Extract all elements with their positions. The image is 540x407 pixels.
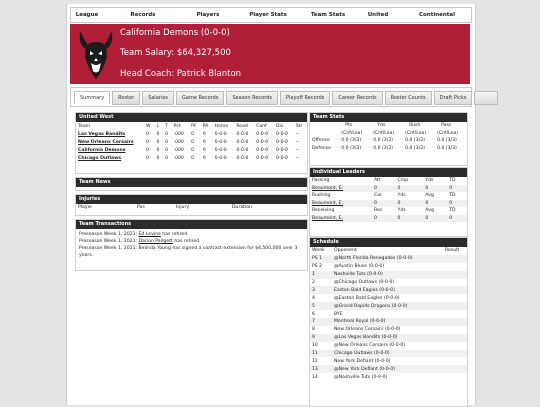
result-cell bbox=[443, 365, 467, 373]
standings-table bbox=[76, 122, 307, 162]
table-row bbox=[310, 294, 467, 302]
cell: 0 bbox=[447, 215, 467, 223]
cell: Cmp bbox=[397, 178, 409, 184]
col-pts: Pts bbox=[345, 123, 353, 129]
result-cell bbox=[443, 326, 467, 334]
result-cell bbox=[443, 302, 467, 310]
result-cell bbox=[443, 357, 467, 365]
col-opponent: Opponent bbox=[334, 248, 357, 254]
head-coach: Head Coach: Patrick Blanton bbox=[120, 69, 242, 79]
leaders-header-row bbox=[310, 192, 467, 200]
col-pct: Pct bbox=[173, 123, 181, 129]
cell: 0 bbox=[202, 155, 206, 161]
nav-league[interactable]: League bbox=[75, 12, 99, 18]
week-cell: 10 bbox=[312, 343, 318, 349]
cell: 0 bbox=[146, 131, 149, 137]
cell: 0 bbox=[202, 131, 206, 137]
cell: 0 bbox=[447, 185, 467, 193]
table-row bbox=[310, 271, 467, 279]
week-cell: 8 bbox=[312, 327, 315, 333]
col-player: Player bbox=[78, 205, 93, 211]
col-duration: Duration bbox=[232, 205, 252, 211]
table-row bbox=[310, 373, 467, 381]
cell: 0 bbox=[396, 200, 424, 208]
opponent-cell: @Easton Bald Eagles (0-0-0) bbox=[334, 295, 400, 301]
result-cell bbox=[443, 294, 467, 302]
opponent-cell: New York Defiant (0-0-0) bbox=[334, 358, 391, 364]
tab-draft-picks[interactable]: Draft Picks bbox=[434, 91, 473, 105]
table-row bbox=[310, 357, 467, 365]
table-row bbox=[310, 334, 467, 342]
col-t: T bbox=[165, 123, 168, 129]
team-stats-table bbox=[310, 122, 467, 152]
cell: 0.0 (3/3) bbox=[437, 145, 457, 151]
opponent-cell: @Grand Rapids Dragons (0-0-0) bbox=[332, 302, 443, 310]
page bbox=[66, 4, 476, 405]
leaders-title: Individual Leaders bbox=[310, 168, 467, 177]
col-rush: Rush bbox=[409, 123, 421, 129]
transaction-text: Preseason Week 1, 2021: Belinda Young has signed a contract extension for $4,500,000 over 3 years. bbox=[79, 246, 298, 258]
result-cell bbox=[443, 263, 467, 271]
team-stats-title: Team Stats bbox=[310, 113, 467, 122]
cell: 0.0 (3/3) bbox=[341, 145, 362, 151]
table-row bbox=[310, 215, 467, 223]
week-cell: PS 1 bbox=[310, 255, 332, 263]
cell: 0-0-0 bbox=[214, 147, 227, 153]
player-link[interactable]: Ed Levine bbox=[138, 232, 161, 237]
col-road: Road bbox=[236, 123, 248, 129]
cell: 0 bbox=[146, 139, 149, 145]
result-cell bbox=[443, 286, 467, 294]
week-cell: 11 bbox=[310, 350, 332, 358]
player-link[interactable]: Beaumont, E. bbox=[310, 185, 372, 193]
team-salary: Team Salary: $64,327,500 bbox=[120, 48, 231, 58]
list-item bbox=[79, 238, 304, 245]
team-link[interactable]: Las Vegas Bandits bbox=[78, 131, 126, 137]
cell: 0-0-0 bbox=[214, 139, 227, 145]
cell: 0-0-0 bbox=[236, 131, 249, 137]
opponent-cell: Easton Bald Eagles (0-0-0) bbox=[332, 286, 443, 294]
cell: (Cnf/Lea) bbox=[405, 130, 427, 136]
col-pf: PF bbox=[191, 123, 197, 129]
schedule-title: Schedule bbox=[310, 238, 467, 247]
leaders-header-row bbox=[310, 177, 467, 185]
team-link[interactable]: Chicago Outlaws bbox=[78, 155, 122, 161]
table-row bbox=[76, 154, 307, 162]
cell: 0.0 (3/3) bbox=[437, 138, 457, 144]
opponent-cell: @North Florida Renegades (0-0-0) bbox=[332, 255, 443, 263]
cell: 0 bbox=[156, 139, 160, 145]
cell: Receiving bbox=[312, 208, 335, 214]
cell: -- bbox=[295, 147, 300, 153]
week-cell: 7 bbox=[310, 318, 332, 326]
leaders-header-row bbox=[310, 207, 467, 215]
cell: 0.0 (3/3) bbox=[373, 138, 393, 144]
result-cell bbox=[443, 334, 467, 342]
cell: 0-0-0 bbox=[276, 139, 289, 145]
cell: 0 bbox=[165, 139, 169, 145]
cell: Avg bbox=[425, 193, 434, 199]
cell: 0 bbox=[423, 185, 447, 193]
week-cell: 2 bbox=[312, 280, 315, 285]
team-news-title: Team News bbox=[76, 178, 307, 187]
cell: 0 bbox=[156, 155, 160, 161]
team-stats-subheader-row bbox=[310, 130, 467, 138]
team-news-panel bbox=[75, 177, 308, 191]
row-label: Offense bbox=[312, 138, 330, 144]
cell bbox=[310, 130, 339, 138]
week-cell: 9 bbox=[310, 334, 332, 342]
cell: 0 bbox=[165, 147, 169, 153]
result-cell bbox=[443, 271, 467, 279]
injuries-table bbox=[76, 204, 307, 212]
cell: 0 bbox=[202, 139, 206, 145]
leaders-table bbox=[310, 177, 467, 222]
cell bbox=[310, 122, 339, 130]
cell: 0 bbox=[423, 200, 447, 208]
tab-playoff-records[interactable]: Playoff Records bbox=[280, 91, 330, 105]
list-item bbox=[79, 245, 304, 259]
transactions-title: Team Transactions bbox=[76, 220, 307, 229]
result-cell bbox=[443, 350, 467, 358]
team-banner bbox=[70, 24, 470, 84]
tab-season-records[interactable]: Season Records bbox=[226, 91, 278, 105]
cell: 0 bbox=[202, 147, 206, 153]
result-cell bbox=[443, 255, 467, 263]
table-row bbox=[310, 137, 467, 145]
result-cell bbox=[443, 279, 467, 287]
cell: 0-0-0 bbox=[236, 139, 249, 145]
week-cell: 1 bbox=[310, 271, 332, 279]
cell: 0-0-0 bbox=[256, 147, 269, 153]
table-row bbox=[310, 185, 467, 193]
tab-empty bbox=[474, 91, 498, 105]
week-cell: 3 bbox=[310, 286, 332, 294]
cell: (Cnf/Lea) bbox=[341, 130, 363, 136]
col-home: Home bbox=[214, 123, 229, 129]
opponent-cell: @Las Vegas Bandits (0-0-0) bbox=[332, 334, 443, 342]
week-cell: 5 bbox=[310, 302, 332, 310]
cell: 0-0-0 bbox=[214, 131, 227, 137]
injuries-title: Injuries bbox=[76, 195, 307, 204]
cell: .000 bbox=[173, 131, 184, 137]
opponent-cell: @New Orleans Corsairs (0-0-0) bbox=[334, 343, 406, 349]
transaction-text: has retired. bbox=[160, 232, 189, 237]
col-pos: Pos bbox=[137, 205, 145, 211]
cell: -- bbox=[295, 131, 300, 137]
cell: 0 bbox=[191, 147, 195, 153]
cell: 0.0 (3/3) bbox=[373, 145, 393, 151]
opponent-cell: Nashville Tuts (0-0-0) bbox=[332, 271, 443, 279]
week-cell: 4 bbox=[312, 295, 315, 301]
cell: 0 bbox=[447, 200, 467, 208]
transaction-text: Preseason Week 1, 2021: bbox=[79, 239, 139, 244]
row-label: Defense bbox=[312, 145, 331, 151]
cell: Rushing bbox=[312, 193, 331, 199]
cell: Car bbox=[374, 193, 382, 199]
table-row bbox=[310, 279, 467, 287]
table-row bbox=[310, 255, 467, 263]
cell: 0-0-0 bbox=[256, 155, 269, 161]
result-cell bbox=[443, 310, 467, 318]
cell: Rec bbox=[374, 208, 383, 214]
cell: Avg bbox=[425, 208, 434, 214]
tab-salaries[interactable]: Salaries bbox=[142, 91, 174, 105]
opponent-cell: @New York Defiant (0-0-0) bbox=[332, 365, 443, 373]
cell: Yds bbox=[397, 208, 406, 214]
result-cell bbox=[443, 373, 467, 381]
cell: 0 bbox=[372, 215, 396, 223]
result-cell bbox=[443, 342, 467, 350]
team-stats-panel bbox=[309, 112, 468, 166]
team-title: California Demons (0-0-0) bbox=[120, 28, 230, 38]
col-w: W bbox=[146, 123, 151, 129]
cell: Yds bbox=[425, 178, 434, 184]
cell: 0.0 (3/3) bbox=[341, 138, 362, 144]
tab-game-records[interactable]: Game Records bbox=[176, 91, 224, 105]
cell: 0 bbox=[156, 131, 160, 137]
table-row bbox=[310, 365, 467, 373]
result-cell bbox=[443, 318, 467, 326]
table-row bbox=[310, 318, 467, 326]
player-link[interactable]: Beaumont, E. bbox=[310, 215, 372, 223]
opponent-cell: New Orleans Corsairs (0-0-0) bbox=[334, 327, 401, 333]
nav-records[interactable]: Records bbox=[130, 12, 156, 18]
col-conf: Conf bbox=[256, 123, 267, 129]
player-link[interactable]: Beaumont, E. bbox=[310, 200, 372, 208]
table-row bbox=[310, 310, 467, 318]
cell: 0 bbox=[146, 155, 149, 161]
cell: 0.0 (3/3) bbox=[405, 145, 425, 151]
cell: -- bbox=[295, 155, 300, 161]
col-week: Week bbox=[312, 248, 325, 254]
cell: (Cnf/Lea) bbox=[373, 130, 395, 136]
schedule-table bbox=[310, 247, 467, 381]
cell: TD bbox=[449, 193, 456, 199]
injuries-panel bbox=[75, 194, 308, 216]
list-item bbox=[79, 231, 304, 238]
team-stats-header-row bbox=[310, 122, 467, 130]
nav-players[interactable]: Players bbox=[196, 12, 220, 18]
col-str: Str bbox=[295, 123, 303, 129]
cell: Att bbox=[374, 178, 381, 184]
cell: 0-0-0 bbox=[236, 147, 249, 153]
cell: TD bbox=[449, 178, 456, 184]
opponent-cell: Chicago Outlaws (0-0-0) bbox=[332, 350, 443, 358]
player-link[interactable]: Darion Padgett bbox=[138, 239, 173, 244]
cell: Passing bbox=[312, 178, 330, 184]
opponent-cell: @Nashville Tuts (0-0-0) bbox=[334, 374, 388, 380]
schedule-header-row bbox=[310, 247, 467, 255]
division-title: United West bbox=[76, 113, 307, 122]
division-standings-panel bbox=[75, 112, 308, 174]
transaction-text: Preseason Week 1, 2021: bbox=[79, 232, 139, 237]
table-row bbox=[310, 326, 467, 334]
cell: (Cnf/Lea) bbox=[437, 130, 459, 136]
table-row bbox=[310, 302, 467, 310]
col-team: Team bbox=[78, 123, 91, 129]
opponent-cell: @Chicago Outlaws (0-0-0) bbox=[334, 280, 395, 285]
week-cell: 12 bbox=[312, 358, 318, 364]
week-cell: 13 bbox=[310, 365, 332, 373]
cell: 0 bbox=[156, 147, 160, 153]
cell: 0 bbox=[191, 155, 195, 161]
cell: 0 bbox=[165, 155, 169, 161]
cell: 0 bbox=[372, 185, 396, 193]
table-row bbox=[310, 200, 467, 208]
cell: 0 bbox=[146, 147, 149, 153]
cell: 0-0-0 bbox=[276, 147, 289, 153]
tab-career-records[interactable]: Career Records bbox=[332, 91, 382, 105]
demon-logo-icon bbox=[73, 27, 119, 81]
cell: 0 bbox=[423, 215, 447, 223]
table-row bbox=[310, 145, 467, 153]
cell: .000 bbox=[173, 147, 184, 153]
col-result: Result bbox=[445, 248, 460, 254]
team-link[interactable]: New Orleans Corsairs bbox=[78, 139, 134, 145]
cell: 0 bbox=[191, 131, 195, 137]
tab-summary[interactable]: Summary bbox=[74, 91, 110, 105]
cell: -- bbox=[295, 139, 300, 145]
table-row bbox=[310, 342, 467, 350]
injuries-header-row bbox=[76, 204, 307, 212]
cell: 0 bbox=[165, 131, 169, 137]
opponent-cell: @Austin Blues (0-0-0) bbox=[334, 264, 385, 270]
nav-continental[interactable]: Continental bbox=[418, 12, 456, 18]
table-row bbox=[76, 130, 307, 138]
tab-bar bbox=[70, 87, 472, 107]
cell: 0 bbox=[191, 139, 195, 145]
team-link[interactable]: California Demons bbox=[78, 147, 126, 153]
table-row bbox=[76, 138, 307, 146]
cell: 0 bbox=[396, 215, 424, 223]
cell: 0-0-0 bbox=[236, 155, 249, 161]
col-yds: Yds bbox=[377, 123, 386, 129]
col-injury: Injury bbox=[176, 205, 190, 211]
transactions-panel bbox=[75, 219, 308, 271]
tab-roster-counts[interactable]: Roster Counts bbox=[385, 91, 432, 105]
table-row bbox=[310, 263, 467, 271]
cell: .000 bbox=[173, 139, 184, 145]
col-div: Div bbox=[276, 123, 284, 129]
cell: 0-0-0 bbox=[214, 155, 227, 161]
opponent-cell: BYE bbox=[334, 311, 343, 317]
cell: TD bbox=[449, 208, 456, 214]
cell: 0 bbox=[372, 200, 396, 208]
schedule-panel bbox=[309, 237, 468, 407]
cell: 0-0-0 bbox=[276, 155, 289, 161]
individual-leaders-panel bbox=[309, 167, 468, 237]
table-row bbox=[310, 286, 467, 294]
week-cell: PS 2 bbox=[312, 264, 323, 270]
cell: .000 bbox=[173, 155, 184, 161]
col-pa: PA bbox=[202, 123, 209, 129]
cell: Yds bbox=[397, 193, 406, 199]
week-cell: 14 bbox=[312, 374, 318, 380]
opponent-cell: Montreal Royal (0-0-0) bbox=[332, 318, 443, 326]
transactions-list bbox=[76, 229, 307, 261]
table-row bbox=[76, 146, 307, 154]
cell: 0 bbox=[396, 185, 424, 193]
week-cell: 6 bbox=[312, 311, 315, 317]
nav-player-stats[interactable]: Player Stats bbox=[249, 12, 287, 18]
standings-header-row bbox=[76, 122, 307, 130]
col-l: L bbox=[156, 123, 160, 129]
cell: 0.0 (3/3) bbox=[405, 138, 425, 144]
cell: 0-0-0 bbox=[276, 131, 289, 137]
top-nav bbox=[70, 7, 472, 23]
col-pass: Pass bbox=[441, 123, 452, 129]
nav-team-stats[interactable]: Team Stats bbox=[310, 12, 346, 18]
transaction-text: has retired. bbox=[172, 239, 201, 244]
tab-roster[interactable]: Roster bbox=[112, 91, 140, 105]
cell: 0-0-0 bbox=[256, 131, 269, 137]
cell: 0-0-0 bbox=[256, 139, 269, 145]
nav-united[interactable]: United bbox=[367, 12, 389, 18]
table-row bbox=[310, 350, 467, 358]
